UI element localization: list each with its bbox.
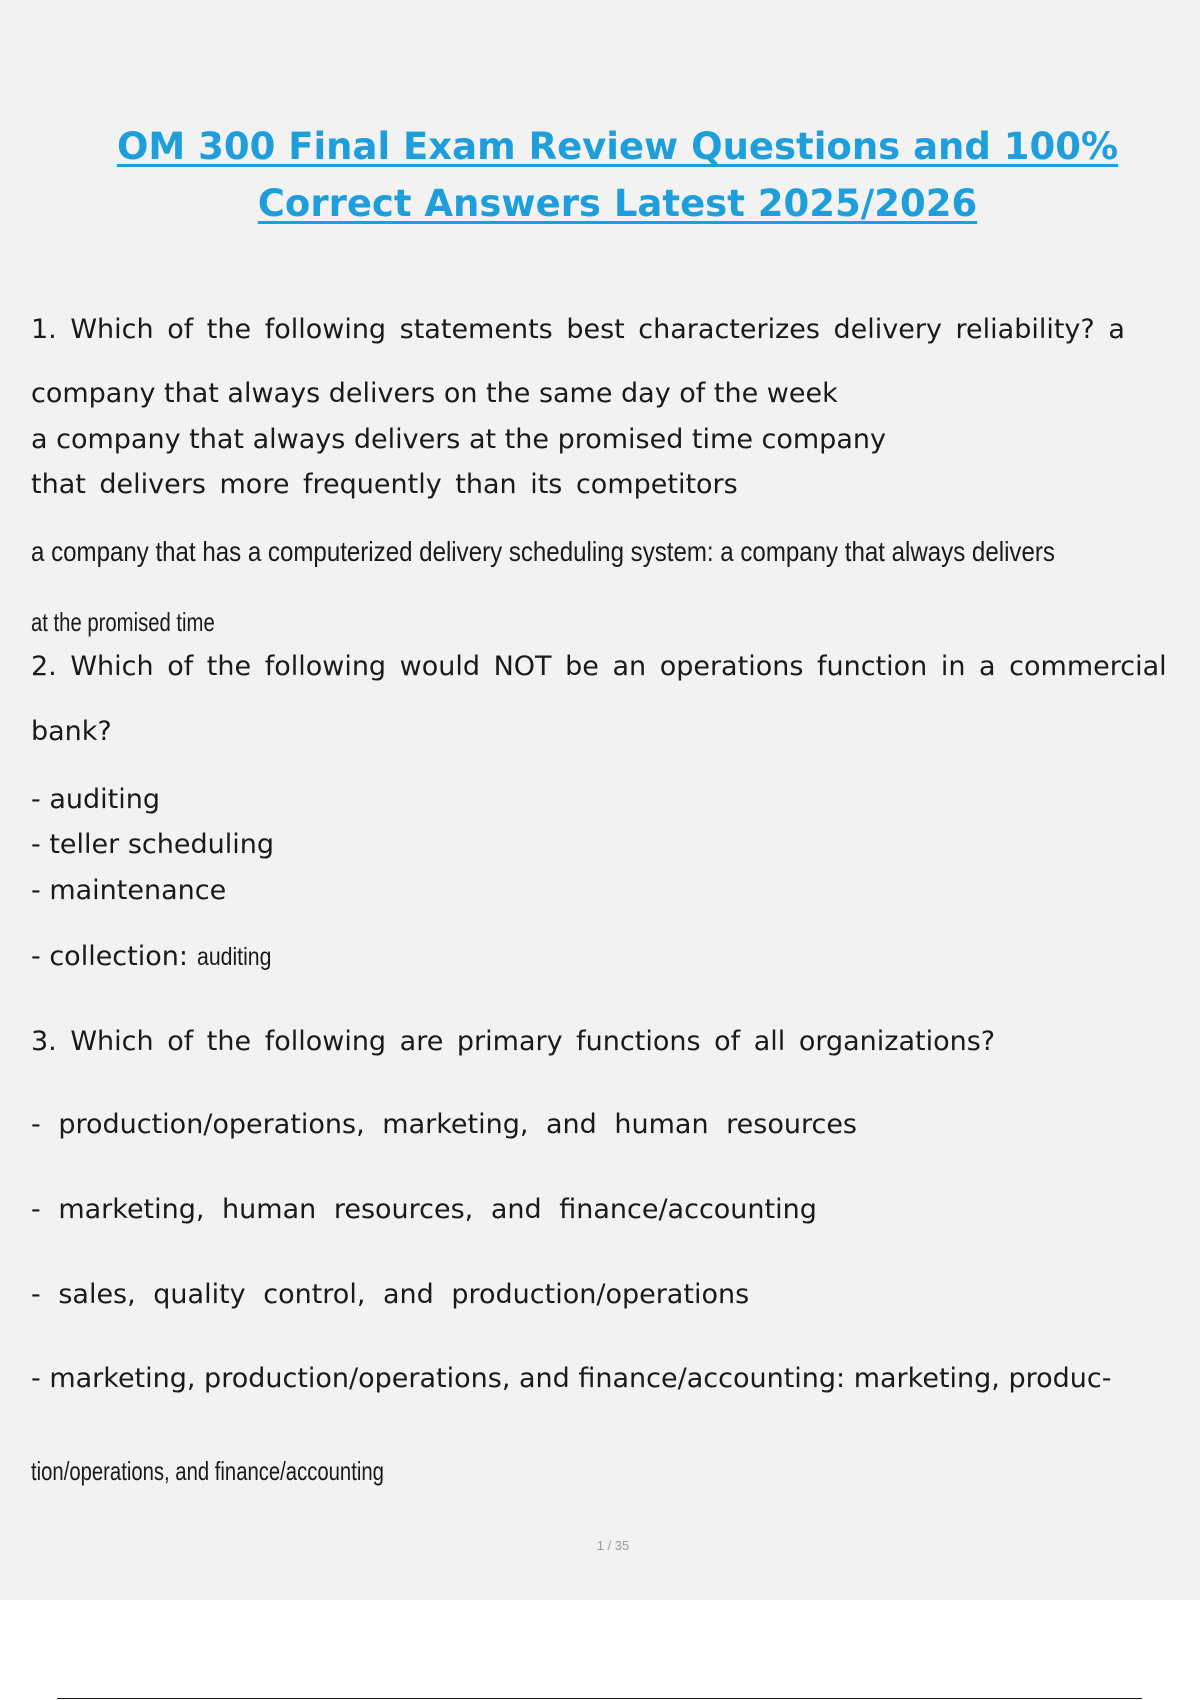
q1-line-4: that delivers more frequently than its competitors — [31, 469, 738, 500]
q1-line-2: company that always delivers on the same day of the week — [31, 378, 838, 409]
q2-option-3: - maintenance — [31, 875, 227, 906]
q3-option-2: - marketing, human resources, and finance/accounting — [31, 1194, 817, 1225]
q2-option-1: - auditing — [31, 784, 160, 815]
title-line-2: Correct Answers Latest 2025/2026 — [257, 182, 978, 225]
title-line-1: OM 300 Final Exam Review Questions and 100% — [116, 125, 1119, 168]
q1-stem: 1. Which of the following statements best characterizes delivery reliability? a — [31, 314, 1125, 345]
q2-option-4: - collection: — [31, 941, 188, 972]
page-divider — [57, 1698, 1142, 1699]
q2-answer: auditing — [196, 943, 272, 971]
q3-answer-cont: tion/operations, and finance/accounting — [31, 1456, 384, 1486]
q2-stem: 2. Which of the following would NOT be an operations function in a commercial — [31, 651, 1167, 682]
document-title — [40, 118, 1195, 232]
q3-option-3: - sales, quality control, and production/operations — [31, 1279, 750, 1310]
q3-option-4-cont-wrap — [31, 1456, 483, 1487]
q1-line-5-wrap — [31, 536, 1200, 568]
q2-option-2: - teller scheduling — [31, 829, 274, 860]
q3-option-1: - production/operations, marketing, and human resources — [31, 1109, 857, 1140]
q1-answer-cont: at the promised time — [31, 607, 215, 637]
q1-line-5: a company that has a computerized delivery scheduling system: a company that always delivers — [31, 536, 1055, 567]
q2-line-2: bank? — [31, 716, 112, 747]
q2-option-4-wrap — [31, 941, 284, 972]
q1-line-3: a company that always delivers at the promised time company — [31, 424, 886, 455]
q1-line-6-wrap — [31, 607, 267, 638]
page-number: 1 / 35 — [596, 1538, 630, 1553]
q3-stem: 3. Which of the following are primary functions of all organizations? — [31, 1026, 996, 1057]
q3-option-4: - marketing, production/operations, and finance/accounting: marketing, produc- — [31, 1363, 1112, 1394]
